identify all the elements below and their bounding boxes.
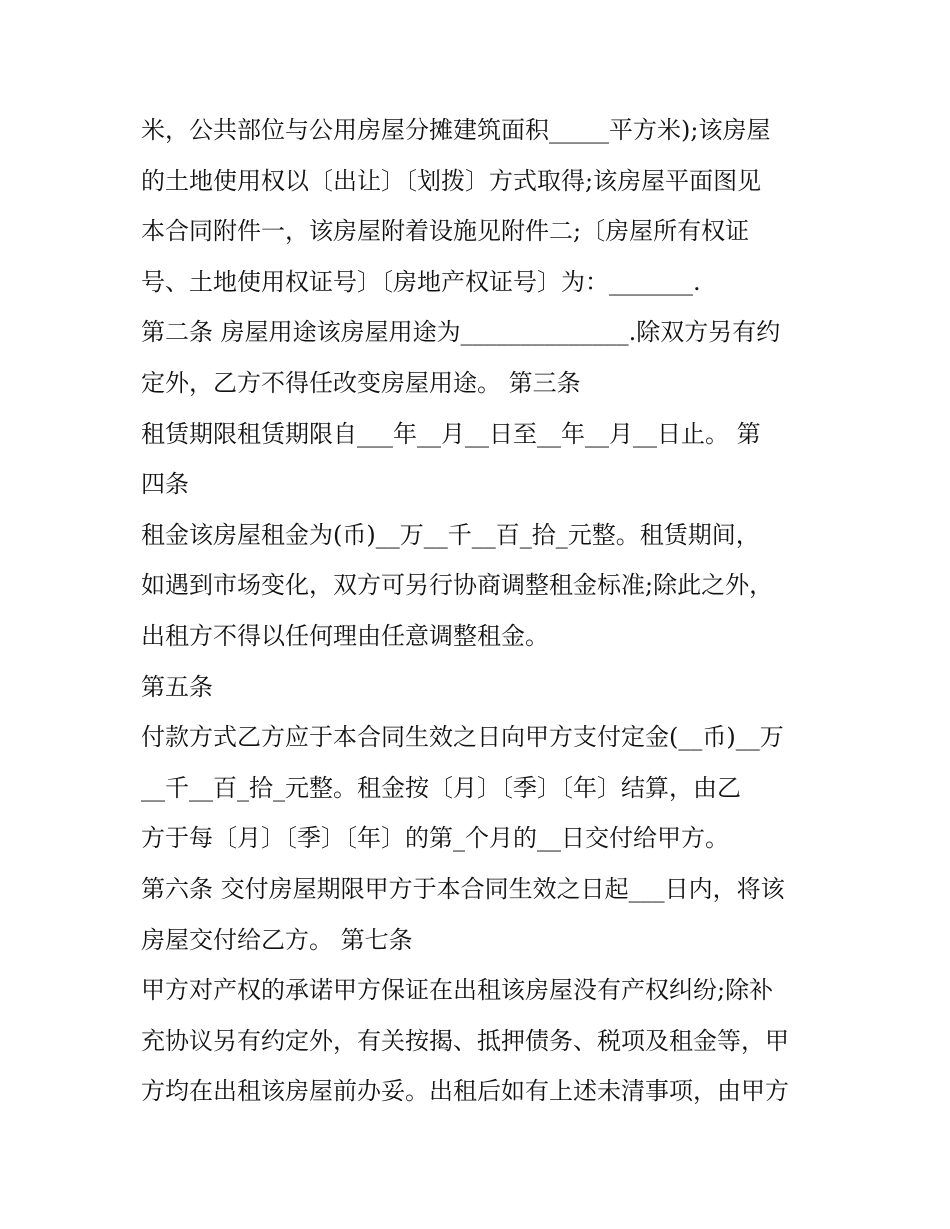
text-line: 付款方式乙方应于本合同生效之日向甲方支付定金(__币)__万 (141, 723, 784, 751)
text-line: 方均在出租该房屋前办妥。出租后如有上述未清事项，由甲方 (141, 1077, 789, 1105)
text-line: 如遇到市场变化，双方可另行协商调整租金标准;除此之外， (141, 571, 774, 599)
text-line: 第六条 交付房屋期限甲方于本合同生效之日起___日内，将该 (141, 875, 785, 903)
text-line: 房屋交付给乙方。 第七条 (141, 926, 413, 954)
text-line: 甲方对产权的承诺甲方保证在出租该房屋没有产权纠纷;除补 (141, 976, 774, 1004)
text-line: __千__百_拾_元整。租金按〔月〕〔季〕〔年〕结算，由乙 (141, 774, 741, 802)
text-line: 本合同附件一，该房屋附着设施见附件二;〔房屋所有权证 (141, 217, 750, 245)
text-line: 米，公共部位与公用房屋分摊建筑面积_____平方米);该房屋 (141, 116, 771, 144)
text-line: 充协议另有约定外，有关按揭、抵押债务、税项及租金等，甲 (141, 1027, 789, 1055)
text-line: 号、土地使用权证号〕〔房地产权证号〕为：_______. (141, 268, 701, 296)
text-line: 第五条 (141, 673, 213, 701)
text-line: 四条 (141, 470, 189, 498)
text-line: 第二条 房屋用途该房屋用途为______________.除双方另有约 (141, 318, 781, 346)
text-line: 租金该房屋租金为(币)__万__千__百_拾_元整。租赁期间， (141, 521, 760, 549)
text-line: 租赁期限租赁期限自___年__月__日至__年__月__日止。 第 (141, 420, 761, 448)
text-line: 的土地使用权以〔出让〕〔划拨〕方式取得;该房屋平面图见 (141, 167, 762, 195)
text-line: 出租方不得以任何理由任意调整租金。 (141, 622, 549, 650)
text-line: 方于每〔月〕〔季〕〔年〕的第_个月的__日交付给甲方。 (141, 824, 729, 852)
text-line: 定外，乙方不得任改变房屋用途。 第三条 (141, 369, 581, 397)
